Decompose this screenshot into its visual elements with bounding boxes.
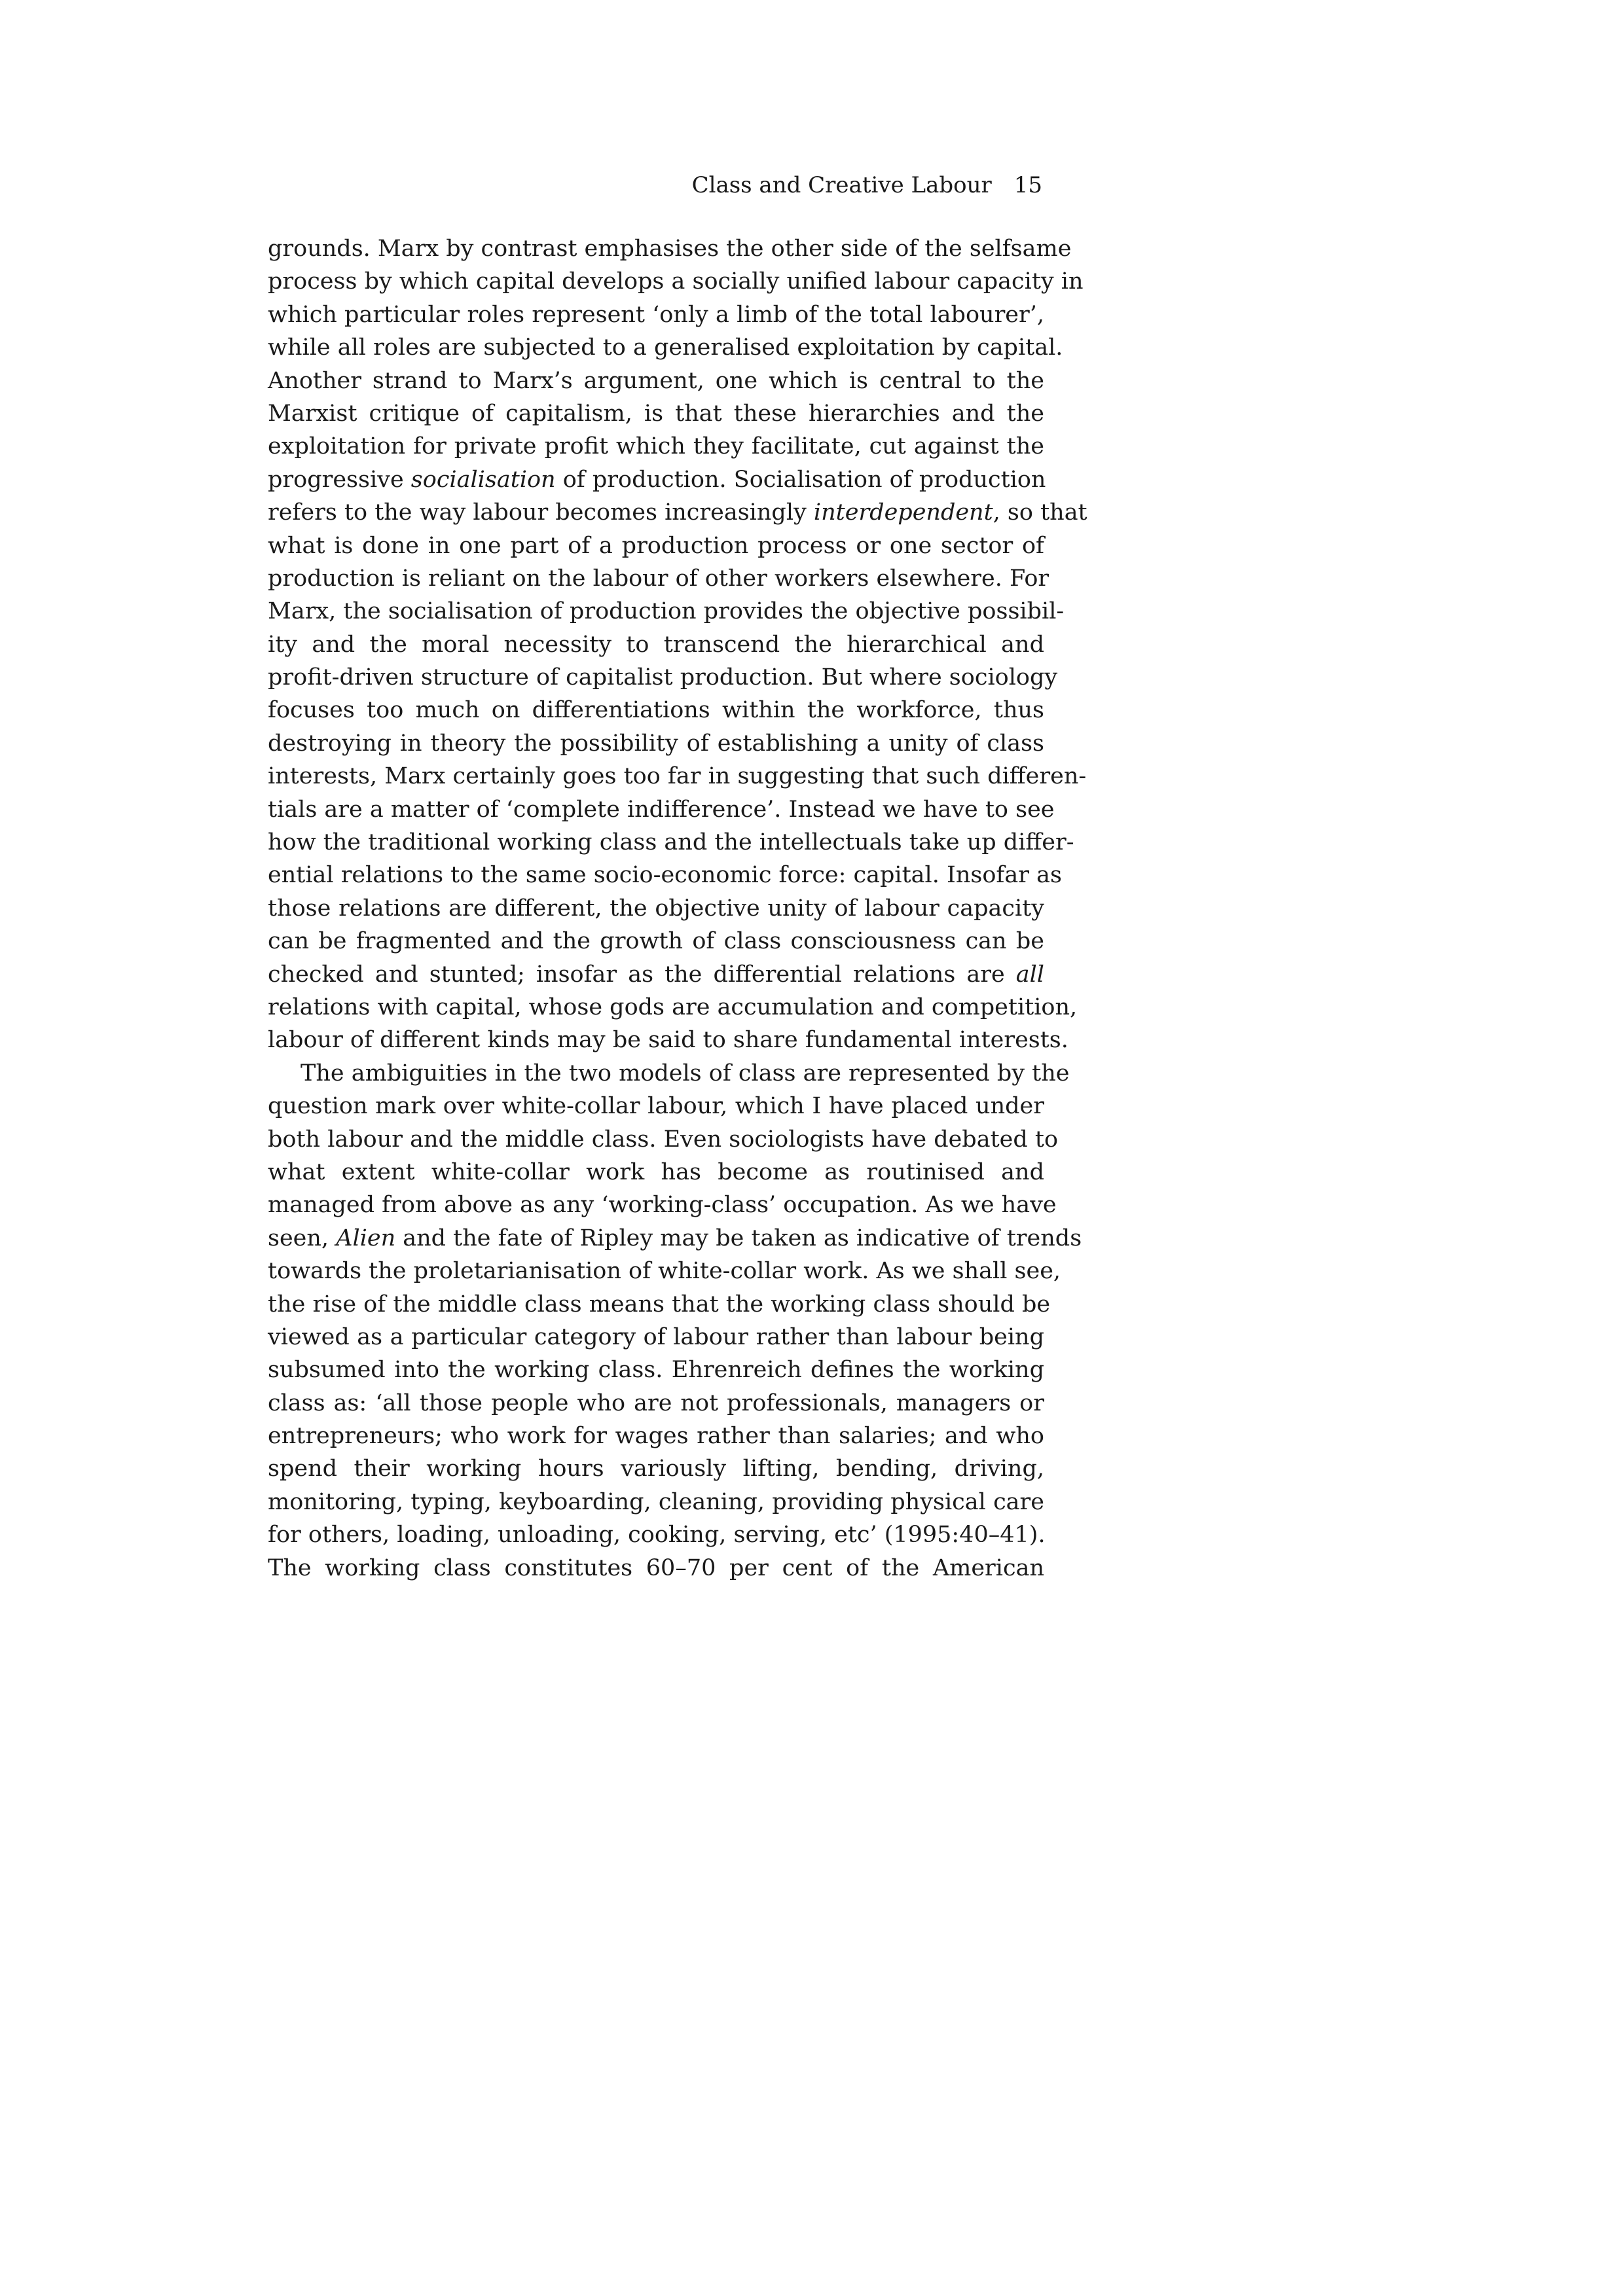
- text-line: [268, 760, 1087, 793]
- text-line: [268, 595, 1065, 628]
- text-run: for others, loading, unloading, cooking, serving, etc’ (1995:40–41).: [268, 1522, 1046, 1549]
- text-line: [268, 958, 1044, 991]
- text-line: [268, 1486, 1044, 1518]
- italic-run: all: [1015, 961, 1044, 988]
- text-line: [268, 859, 1062, 891]
- italic-run: socialisation: [410, 466, 556, 493]
- body-text: [268, 232, 1087, 1585]
- text-run: subsumed into the working class. Ehrenreich defines the working: [268, 1357, 1044, 1384]
- text-line: [268, 1420, 1044, 1452]
- text-line: [268, 1321, 1044, 1354]
- text-line: [268, 1354, 1044, 1386]
- text-run: of production. Socialisation of production: [555, 466, 1046, 493]
- text-line: [268, 430, 1044, 463]
- text-run: monitoring, typing, keyboarding, cleaning, providing physical care: [268, 1488, 1044, 1515]
- text-run: class as: ‘all those people who are not professionals, managers or: [268, 1390, 1044, 1416]
- text-line: [268, 1552, 1044, 1585]
- text-run: interests, Marx certainly goes too far in suggesting that such differen-: [268, 763, 1087, 790]
- text-line: [268, 562, 1049, 595]
- text-run: seen,: [268, 1225, 337, 1251]
- text-line: [268, 232, 1072, 265]
- text-run: grounds. Marx by contrast emphasises the other side of the selfsame: [268, 236, 1072, 262]
- text-run: progressive: [268, 466, 411, 493]
- text-run: what is done in one part of a production process or one sector of: [268, 532, 1044, 559]
- text-line: [268, 991, 1078, 1024]
- running-title: Class and Creative Labour: [691, 172, 992, 198]
- text-line: [268, 925, 1044, 958]
- text-run: while all roles are subjected to a generalised exploitation by capital.: [268, 334, 1063, 361]
- text-run: The working class constitutes 60–70 per cent of the American: [268, 1554, 1044, 1581]
- text-run: question mark over white-collar labour, which I have placed under: [268, 1093, 1044, 1120]
- text-run: process by which capital develops a socially unified labour capacity in: [268, 268, 1084, 295]
- text-line: [268, 694, 1044, 726]
- text-line: [268, 661, 1058, 694]
- text-run: Marxist critique of capitalism, is that these hierarchies and the: [268, 400, 1044, 427]
- text-line: [268, 365, 1044, 397]
- text-run: profit-driven structure of capitalist production. But where sociology: [268, 664, 1058, 691]
- text-run: exploitation for private profit which they facilitate, cut against the: [268, 433, 1044, 460]
- text-run: The ambiguities in the two models of class are represented by the: [301, 1060, 1070, 1086]
- text-run: which particular roles represent ‘only a limb of the total labourer’,: [268, 301, 1044, 328]
- text-run: can be fragmented and the growth of class consciousness can be: [268, 928, 1044, 955]
- text-line: [268, 463, 1044, 496]
- text-run: checked and stunted; insofar as the differential relations are: [268, 961, 1016, 988]
- text-line: [268, 331, 1063, 364]
- text-run: and the fate of Ripley may be taken as indicative of trends: [395, 1225, 1082, 1251]
- text-run: Marx, the socialisation of production provides the objective possibil-: [268, 598, 1065, 625]
- text-run: ential relations to the same socio-economic force: capital. Insofar as: [268, 862, 1062, 889]
- text-line: [268, 1189, 1057, 1221]
- text-run: ity and the moral necessity to transcend the hierarchical and: [268, 631, 1044, 658]
- text-line: [268, 1387, 1044, 1420]
- text-line: [268, 1024, 1068, 1056]
- page-number: 15: [1013, 172, 1042, 198]
- text-line: [268, 727, 1044, 760]
- running-header: [692, 169, 1042, 202]
- text-run: production is reliant on the labour of other workers elsewhere. For: [268, 565, 1049, 592]
- text-run: , so that: [993, 499, 1087, 526]
- text-run: towards the proletarianisation of white-collar work. As we shall see,: [268, 1258, 1061, 1285]
- italic-run: Alien: [336, 1225, 396, 1251]
- text-run: managed from above as any ‘working-class’ occupation. As we have: [268, 1192, 1057, 1219]
- text-line: [268, 496, 1087, 529]
- text-line: [268, 1288, 1051, 1321]
- text-run: those relations are different, the objective unity of labour capacity: [268, 895, 1044, 922]
- text-run: focuses too much on differentiations within the workforce, thus: [268, 697, 1044, 724]
- text-run: Another strand to Marx’s argument, one which is central to the: [268, 367, 1044, 394]
- text-line: [268, 1057, 1070, 1090]
- text-run: the rise of the middle class means that the working class should be: [268, 1291, 1051, 1318]
- text-run: what extent white-collar work has become as routinised and: [268, 1158, 1044, 1185]
- text-line: [268, 1452, 1044, 1485]
- text-line: [268, 529, 1044, 562]
- text-line: [268, 1156, 1044, 1189]
- text-line: [268, 298, 1044, 331]
- text-line: [268, 1123, 1059, 1156]
- text-line: [268, 892, 1044, 925]
- text-run: viewed as a particular category of labour rather than labour being: [268, 1323, 1044, 1350]
- text-run: entrepreneurs; who work for wages rather than salaries; and who: [268, 1423, 1044, 1450]
- text-line: [268, 628, 1044, 661]
- text-line: [268, 265, 1084, 298]
- text-run: destroying in theory the possibility of establishing a unity of class: [268, 730, 1044, 757]
- italic-run: interdependent: [813, 499, 993, 526]
- text-line: [268, 397, 1044, 430]
- text-line: [268, 1255, 1061, 1287]
- text-line: [268, 826, 1074, 859]
- text-line: [268, 1518, 1044, 1551]
- text-run: spend their working hours variously lifting, bending, driving,: [268, 1456, 1044, 1482]
- text-run: refers to the way labour becomes increasingly: [268, 499, 814, 526]
- text-run: labour of different kinds may be said to share fundamental interests.: [268, 1027, 1068, 1054]
- text-run: both labour and the middle class. Even sociologists have debated to: [268, 1126, 1059, 1153]
- text-line: [268, 793, 1055, 826]
- text-line: [268, 1090, 1044, 1122]
- text-run: relations with capital, whose gods are accumulation and competition,: [268, 994, 1078, 1020]
- text-run: tials are a matter of ‘complete indifference’. Instead we have to see: [268, 796, 1055, 823]
- text-line: [268, 1222, 1082, 1255]
- text-run: how the traditional working class and the intellectuals take up differ-: [268, 829, 1074, 856]
